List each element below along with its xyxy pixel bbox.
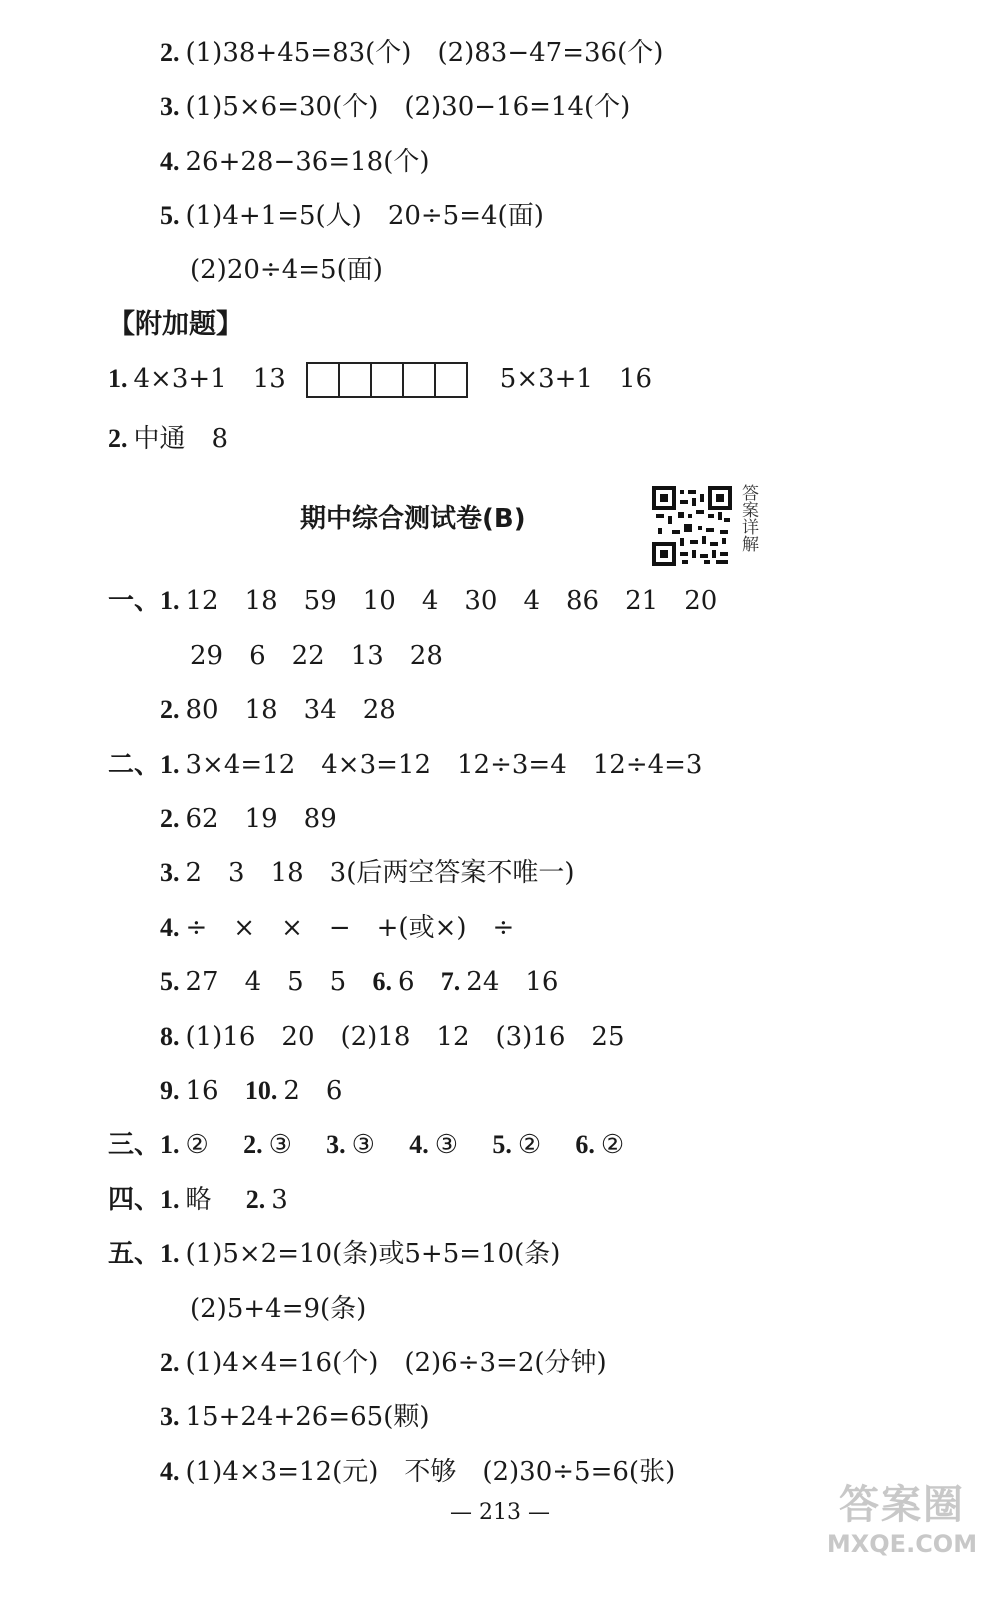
answer-text: 2 6: [283, 1076, 343, 1106]
watermark-logo: [812, 1480, 992, 1558]
item-number: 2: [160, 695, 173, 724]
section-label: 四、: [108, 1185, 161, 1214]
answer-line: 1. 4×3+1 13 5×3+1 16: [108, 362, 652, 396]
answer-text: ②: [185, 1130, 209, 1160]
item-number: 2: [160, 38, 173, 67]
item-number: 4: [160, 913, 173, 942]
item-number: 6: [575, 1130, 589, 1159]
item-number: 8: [160, 1022, 173, 1051]
answer-text: 29 6 22 13 28: [190, 641, 443, 671]
answer-line: 9. 16 10. 2 6: [160, 1076, 343, 1106]
answer-text: 略: [185, 1185, 212, 1215]
watermark-text: 答案圈: [839, 1482, 965, 1528]
answer-line: 三、1. ② 2. ③ 3. ③ 4. ③ 5. ② 6. ②: [108, 1130, 625, 1160]
answer-line: 2. 中通 8: [108, 424, 229, 454]
answer-text: (1)4×4=16(个) (2)6÷3=2(分钟): [185, 1348, 607, 1378]
item-number: 3: [160, 92, 173, 121]
answer-line: 3. 2 3 18 3(后两空答案不唯一): [160, 858, 575, 888]
item-number: 3: [160, 858, 173, 887]
answer-text: 26+28−36=18(个): [185, 147, 430, 177]
answer-line: 2. (1)4×4=16(个) (2)6÷3=2(分钟): [160, 1348, 607, 1378]
answer-text: 16: [185, 1076, 219, 1106]
answer-line: 2. 80 18 34 28: [160, 695, 396, 725]
qr-label: 答案详解: [738, 484, 758, 552]
item-number: 4: [409, 1130, 423, 1159]
item-number: 1: [160, 750, 174, 779]
answer-text: ②: [517, 1130, 542, 1160]
item-number: 5: [160, 201, 173, 230]
answer-line: 2. (1)38+45=83(个) (2)83−47=36(个): [160, 38, 664, 68]
answer-text: (1)38+45=83(个) (2)83−47=36(个): [185, 38, 664, 68]
answer-text: 3: [271, 1185, 288, 1215]
watermark-url: MXQE.COM: [826, 1530, 978, 1558]
answer-text: 中通 8: [133, 424, 229, 454]
section-label: 二、: [108, 750, 161, 779]
answer-text: (1)4×3=12(元) 不够 (2)30÷5=6(张): [185, 1457, 676, 1487]
item-number: 9: [160, 1076, 173, 1105]
item-number: 1: [108, 364, 121, 393]
item-number: 1: [160, 1185, 174, 1214]
answer-line: 3. (1)5×6=30(个) (2)30−16=14(个): [160, 92, 631, 122]
answer-text: 4×3+1 13: [133, 364, 286, 394]
answer-line: 五、1. (1)5×2=10(条)或5+5=10(条): [108, 1239, 561, 1269]
page-number: — 213 —: [450, 1500, 550, 1525]
section-label: 一、: [108, 586, 161, 615]
answer-text: (1)16 20 (2)18 12 (3)16 25: [185, 1022, 625, 1052]
answer-text: (1)4+1=5(人) 20÷5=4(面): [185, 201, 544, 231]
answer-text: (1)5×6=30(个) (2)30−16=14(个): [185, 92, 631, 122]
item-number: 3: [160, 1402, 173, 1431]
item-number: 3: [326, 1130, 340, 1159]
answer-text: ③: [351, 1130, 375, 1160]
item-number: 2: [245, 1185, 259, 1214]
item-number: 2: [108, 424, 121, 453]
answer-line: 二、1. 3×4=12 4×3=12 12÷3=4 12÷4=3: [108, 750, 703, 780]
answer-line: [190, 253, 383, 287]
answer-text: ②: [600, 1130, 625, 1160]
answer-line: 2. 62 19 89: [160, 804, 337, 834]
answer-text: 12 18 59 10 4 30 4 86 21 20: [185, 586, 718, 616]
answer-boxes: [306, 362, 468, 398]
answer-text: 15+24+26=65(颗): [185, 1402, 430, 1432]
answer-text: (2)20÷4=5(面): [190, 255, 383, 285]
section-label: 三、: [108, 1130, 161, 1159]
item-number: 7: [440, 967, 454, 996]
answer-line: 4. (1)4×3=12(元) 不够 (2)30÷5=6(张): [160, 1457, 676, 1487]
answer-line: 4. 26+28−36=18(个): [160, 147, 430, 177]
answer-line: 5. (1)4+1=5(人) 20÷5=4(面): [160, 201, 544, 231]
answer-text: (2)5+4=9(条): [190, 1294, 367, 1324]
exam-title: 期中综合测试卷(B): [300, 504, 526, 534]
answer-line: 8. (1)16 20 (2)18 12 (3)16 25: [160, 1022, 625, 1052]
answer-text: 24 16: [466, 967, 559, 997]
item-number: 4: [160, 1457, 173, 1486]
item-number: 5: [160, 967, 173, 996]
item-number: 2: [243, 1130, 257, 1159]
item-number: 4: [160, 147, 173, 176]
item-number: 2: [160, 804, 173, 833]
answer-line: 3. 15+24+26=65(颗): [160, 1402, 430, 1432]
section-label: 五、: [108, 1239, 161, 1268]
answer-line: 四、1. 略 2. 3: [108, 1185, 288, 1215]
item-number: 6: [372, 967, 386, 996]
answer-text: 2 3 18 3(后两空答案不唯一): [185, 858, 575, 888]
answer-line: 5. 27 4 5 5 6. 6 7. 24 16: [160, 967, 559, 997]
answer-text: ÷ × × − +(或×) ÷: [185, 913, 515, 943]
answer-line: [190, 1292, 366, 1326]
answer-line: 一、1. 12 18 59 10 4 30 4 86 21 20: [108, 586, 718, 616]
answer-text: 62 19 89: [185, 804, 337, 834]
item-number: 5: [492, 1130, 506, 1159]
answer-text: ③: [268, 1130, 292, 1160]
item-number: 1: [160, 1130, 174, 1159]
section-heading: 【附加题】: [108, 309, 243, 340]
answer-line: 4. ÷ × × − +(或×) ÷: [160, 913, 515, 943]
item-number: 10: [244, 1076, 271, 1105]
answer-text: 27 4 5 5: [185, 967, 347, 997]
answer-text: 80 18 34 28: [185, 695, 396, 725]
answer-text: 6: [397, 967, 415, 997]
qr-code-icon: [652, 486, 732, 566]
answer-text: ③: [434, 1130, 459, 1160]
item-number: 2: [160, 1348, 173, 1377]
answer-text: 3×4=12 4×3=12 12÷3=4 12÷4=3: [185, 750, 703, 780]
item-number: 1: [160, 1239, 174, 1268]
item-number: 1: [160, 586, 174, 615]
answer-text: 5×3+1 16: [499, 364, 653, 394]
answer-line: [190, 639, 443, 673]
answer-text: (1)5×2=10(条)或5+5=10(条): [185, 1239, 561, 1269]
